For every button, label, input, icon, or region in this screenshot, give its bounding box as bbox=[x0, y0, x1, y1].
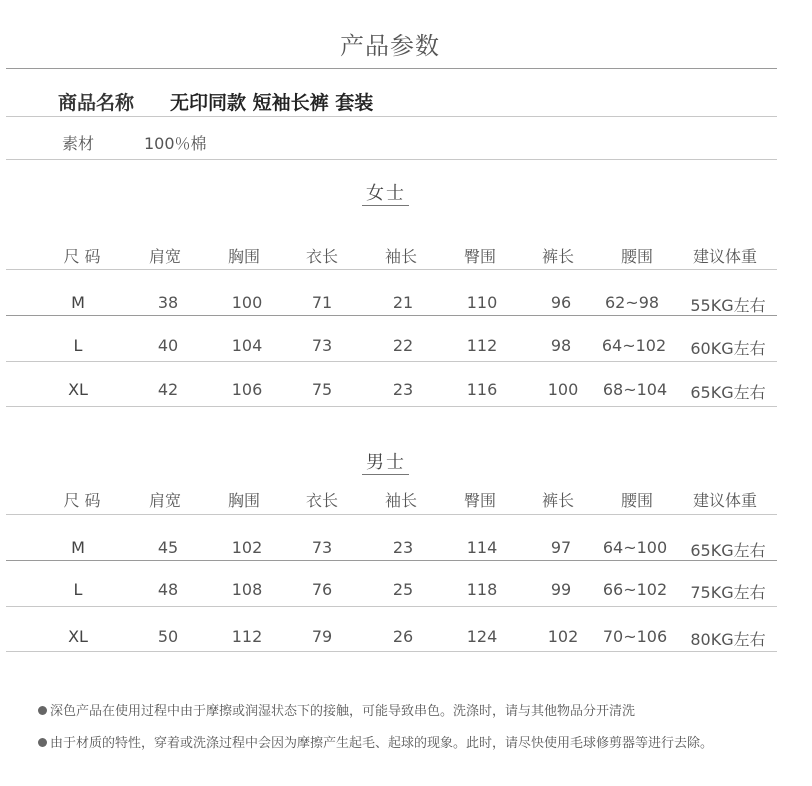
col-header-length: 衣长 bbox=[305, 491, 339, 510]
cell-size: M bbox=[71, 293, 85, 312]
cell-hip: 114 bbox=[466, 538, 498, 557]
cell-shoulder: 40 bbox=[157, 336, 179, 355]
cell-pants-length: 98 bbox=[550, 336, 572, 355]
divider bbox=[6, 560, 777, 561]
care-note bbox=[38, 732, 713, 751]
cell-chest: 102 bbox=[231, 538, 263, 557]
table-row bbox=[0, 580, 812, 602]
col-header-waist: 腰围 bbox=[620, 491, 654, 510]
col-header-pants-length: 裤长 bbox=[541, 491, 575, 510]
cell-size: L bbox=[73, 580, 83, 599]
cell-pants-length: 100 bbox=[547, 380, 579, 399]
divider bbox=[6, 68, 777, 69]
col-header-hip: 臀围 bbox=[463, 247, 497, 266]
cell-length: 71 bbox=[311, 293, 333, 312]
col-header-waist: 腰围 bbox=[620, 247, 654, 266]
men-header-row bbox=[0, 488, 812, 510]
col-header-hip: 臀围 bbox=[463, 491, 497, 510]
care-note-text: 深色产品在使用过程中由于摩擦或润湿状态下的接触，可能导致串色。洗涤时，请与其他物品分开清洗 bbox=[50, 704, 636, 719]
cell-size: L bbox=[73, 336, 83, 355]
material-value: 100％棉 bbox=[144, 134, 207, 153]
cell-chest: 106 bbox=[231, 380, 263, 399]
cell-hip: 116 bbox=[466, 380, 498, 399]
cell-length: 75 bbox=[311, 380, 333, 399]
men-section-title: 男士 bbox=[366, 452, 406, 473]
cell-waist: 68~104 bbox=[602, 380, 668, 399]
cell-chest: 108 bbox=[231, 580, 263, 599]
divider bbox=[6, 116, 777, 117]
cell-sleeve: 23 bbox=[392, 380, 414, 399]
care-note bbox=[38, 700, 635, 719]
col-header-shoulder: 肩宽 bbox=[148, 247, 182, 266]
product-name-label: 商品名称 bbox=[58, 92, 135, 114]
care-note-text: 由于材质的特性，穿着或洗涤过程中会因为摩擦产生起毛、起球的现象。此时，请尽快使用毛球修剪器等进行去除。 bbox=[50, 736, 714, 751]
cell-weight: 65KG左右 bbox=[690, 383, 766, 402]
men-title-underline bbox=[362, 474, 409, 475]
col-header-sleeve: 袖长 bbox=[384, 491, 418, 510]
col-header-sleeve: 袖长 bbox=[384, 247, 418, 266]
cell-pants-length: 99 bbox=[550, 580, 572, 599]
women-title-underline bbox=[362, 205, 409, 206]
cell-waist: 70~106 bbox=[602, 627, 668, 646]
product-name-value: 无印同款 短袖长裤 套装 bbox=[170, 92, 374, 114]
cell-sleeve: 22 bbox=[392, 336, 414, 355]
cell-waist: 66~102 bbox=[602, 580, 668, 599]
cell-length: 79 bbox=[311, 627, 333, 646]
divider bbox=[6, 159, 777, 160]
divider bbox=[6, 406, 777, 407]
table-row bbox=[0, 336, 812, 358]
cell-shoulder: 42 bbox=[157, 380, 179, 399]
women-header-row bbox=[0, 244, 812, 266]
divider bbox=[6, 361, 777, 362]
cell-weight: 80KG左右 bbox=[690, 630, 766, 649]
col-header-chest: 胸围 bbox=[227, 491, 261, 510]
page-title: 产品参数 bbox=[340, 32, 440, 60]
cell-shoulder: 50 bbox=[157, 627, 179, 646]
cell-size: M bbox=[71, 538, 85, 557]
table-row bbox=[0, 538, 812, 560]
cell-weight: 65KG左右 bbox=[690, 541, 766, 560]
col-header-size: 尺 码 bbox=[63, 491, 101, 510]
divider bbox=[6, 514, 777, 515]
cell-waist: 64~100 bbox=[602, 538, 668, 557]
cell-pants-length: 102 bbox=[547, 627, 579, 646]
cell-size: XL bbox=[68, 380, 88, 399]
cell-sleeve: 26 bbox=[392, 627, 414, 646]
bullet-icon bbox=[38, 738, 47, 747]
cell-waist: 64~102 bbox=[601, 336, 667, 355]
cell-length: 76 bbox=[311, 580, 333, 599]
table-row bbox=[0, 627, 812, 649]
col-header-length: 衣长 bbox=[305, 247, 339, 266]
table-row bbox=[0, 380, 812, 402]
col-header-chest: 胸围 bbox=[227, 247, 261, 266]
cell-chest: 112 bbox=[231, 627, 263, 646]
col-header-weight: 建议体重 bbox=[692, 247, 758, 266]
divider bbox=[6, 606, 777, 607]
cell-sleeve: 25 bbox=[392, 580, 414, 599]
divider bbox=[6, 651, 777, 652]
cell-chest: 100 bbox=[231, 293, 263, 312]
cell-hip: 110 bbox=[466, 293, 498, 312]
women-section-title: 女士 bbox=[366, 183, 406, 204]
cell-sleeve: 21 bbox=[392, 293, 414, 312]
cell-shoulder: 45 bbox=[157, 538, 179, 557]
col-header-shoulder: 肩宽 bbox=[148, 491, 182, 510]
cell-length: 73 bbox=[311, 336, 333, 355]
cell-shoulder: 38 bbox=[157, 293, 179, 312]
cell-hip: 118 bbox=[466, 580, 498, 599]
cell-hip: 112 bbox=[466, 336, 498, 355]
cell-weight: 55KG左右 bbox=[690, 296, 766, 315]
cell-waist: 62~98 bbox=[604, 293, 660, 312]
cell-pants-length: 97 bbox=[550, 538, 572, 557]
divider bbox=[6, 315, 777, 316]
cell-sleeve: 23 bbox=[392, 538, 414, 557]
cell-pants-length: 96 bbox=[550, 293, 572, 312]
cell-hip: 124 bbox=[466, 627, 498, 646]
col-header-size: 尺 码 bbox=[63, 247, 101, 266]
col-header-pants-length: 裤长 bbox=[541, 247, 575, 266]
cell-weight: 60KG左右 bbox=[690, 339, 766, 358]
cell-size: XL bbox=[68, 627, 88, 646]
cell-weight: 75KG左右 bbox=[690, 583, 766, 602]
table-row bbox=[0, 293, 812, 315]
cell-chest: 104 bbox=[231, 336, 263, 355]
material-label: 素材 bbox=[62, 134, 95, 153]
bullet-icon bbox=[38, 706, 47, 715]
cell-shoulder: 48 bbox=[157, 580, 179, 599]
col-header-weight: 建议体重 bbox=[692, 491, 758, 510]
cell-length: 73 bbox=[311, 538, 333, 557]
divider bbox=[6, 269, 777, 270]
